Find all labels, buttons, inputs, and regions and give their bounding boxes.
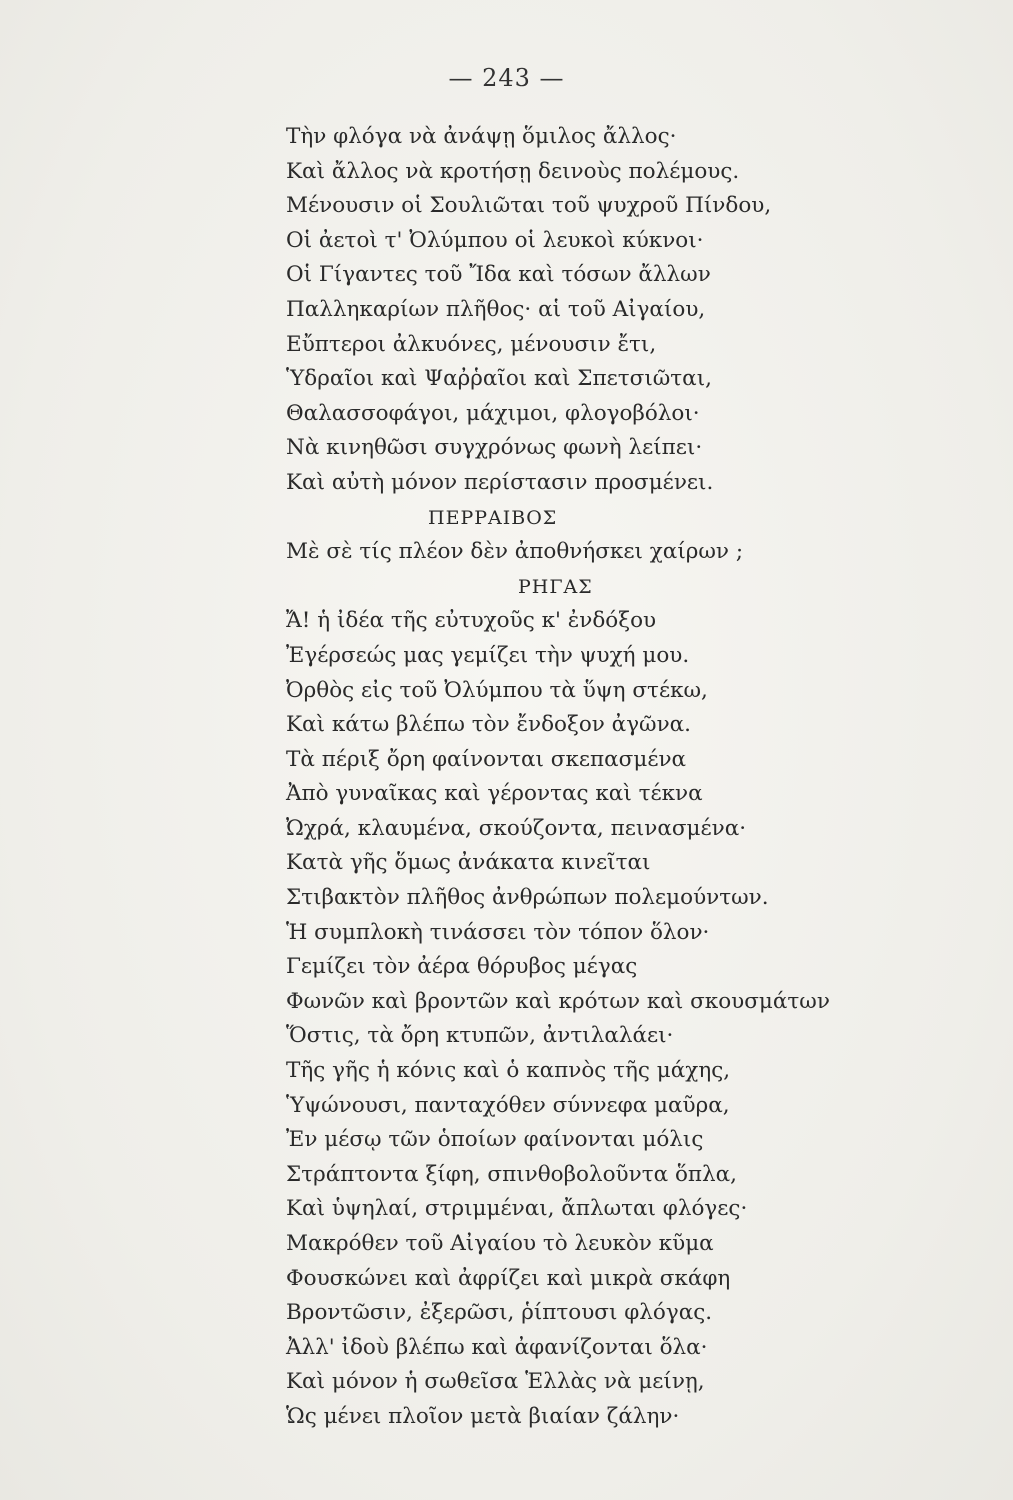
verse-line: Καὶ αὐτὴ μόνον περίστασιν προσμένει. — [286, 469, 714, 495]
verse-line: Παλληκαρίων πλῆθος· αἱ τοῦ Αἰγαίου, — [286, 296, 706, 322]
speaker-name-rigas: ΡΗΓΑΣ — [518, 575, 593, 598]
verse-line: Ἐν μέσῳ τῶν ὁποίων φαίνονται μόλις — [286, 1127, 704, 1153]
verse-line: Ἀπὸ γυναῖκας καὶ γέροντας καὶ τέκνα — [286, 781, 703, 807]
verse-line: Τὰ πέριξ ὄρη φαίνονται σκεπασμένα — [286, 746, 687, 772]
verse-line: Φωνῶν καὶ βροντῶν καὶ κρότων καὶ σκουσμάτων — [286, 988, 830, 1014]
verse-line: Ἡ συμπλοκὴ τινάσσει τὸν τόπον ὅλον· — [286, 919, 710, 945]
verse-line: Καὶ ὑψηλαί, στριμμέναι, ἄπλωται φλόγες· — [286, 1196, 748, 1222]
verse-line: Γεμίζει τὸν ἀέρα θόρυβος μέγας — [286, 954, 638, 980]
poem-text-block — [286, 120, 846, 1435]
verse-line: Κατὰ γῆς ὅμως ἀνάκατα κινεῖται — [286, 850, 651, 876]
verse-line: Ὀρθὸς εἰς τοῦ Ὀλύμπου τὰ ὕψη στέκω, — [286, 677, 708, 703]
verse-line: Οἱ Γίγαντες τοῦ Ἴδα καὶ τόσων ἄλλων — [286, 262, 711, 288]
verse-line: Στιβακτὸν πλῆθος ἀνθρώπων πολεμούντων. — [286, 885, 769, 911]
verse-line: Εὔπτεροι ἀλκυόνες, μένουσιν ἔτι, — [286, 331, 657, 357]
verse-line: Μὲ σὲ τίς πλέον δὲν ἀποθνήσκει χαίρων ; — [286, 539, 744, 565]
verse-line: Βροντῶσιν, ἐξερῶσι, ῥίπτουσι φλόγας. — [286, 1300, 713, 1326]
verse-line: Καὶ ἄλλος νὰ κροτήσῃ δεινοὺς πολέμους. — [286, 158, 740, 184]
verse-line: Ὡς μένει πλοῖον μετὰ βιαίαν ζάλην· — [286, 1403, 680, 1429]
page-number: — 243 — — [448, 64, 565, 92]
verse-line: Μακρόθεν τοῦ Αἰγαίου τὸ λευκὸν κῦμα — [286, 1231, 714, 1256]
verse-line: Φουσκώνει καὶ ἀφρίζει καὶ μικρὰ σκάφη — [286, 1265, 731, 1291]
verse-line: Τῆς γῆς ἡ κόνις καὶ ὁ καπνὸς τῆς μάχης, — [286, 1058, 731, 1084]
verse-line: Μένουσιν οἱ Σουλιῶται τοῦ ψυχροῦ Πίνδου, — [286, 193, 772, 219]
verse-line: Καὶ κάτω βλέπω τὸν ἔνδοξον ἀγῶνα. — [286, 712, 692, 738]
verse-line: Στράπτοντα ξίφη, σπινθοβολοῦντα ὅπλα, — [286, 1161, 737, 1187]
verse-line: Ἄ! ἡ ἰδέα τῆς εὐτυχοῦς κ' ἐνδόξου — [286, 608, 657, 634]
verse-line: Ἐγέρσεώς μας γεμίζει τὴν ψυχή μου. — [286, 642, 690, 668]
verse-line: Θαλασσοφάγοι, μάχιμοι, φλογοβόλοι· — [286, 400, 700, 426]
verse-line: Ὑψώνουσι, πανταχόθεν σύννεφα μαῦρα, — [286, 1092, 730, 1118]
verse-line: Ὅστις, τὰ ὄρη κτυπῶν, ἀντιλαλάει· — [286, 1023, 674, 1049]
speaker-name-perraivos: ΠΕΡΡΑΙΒΟΣ — [428, 506, 558, 529]
verse-line: Καὶ μόνον ἡ σωθεῖσα Ἑλλὰς νὰ μείνῃ, — [286, 1369, 705, 1395]
verse-line: Νὰ κινηθῶσι συγχρόνως φωνὴ λείπει· — [286, 435, 703, 461]
verse-line: Ὠχρά, κλαυμένα, σκούζοντα, πεινασμένα· — [286, 815, 747, 841]
verse-line: Ἀλλ' ἰδοὺ βλέπω καὶ ἀφανίζονται ὅλα· — [286, 1334, 708, 1360]
verse-line: Ὑδραῖοι καὶ Ψαῤῥαῖοι καὶ Σπετσιῶται, — [286, 366, 712, 392]
verse-line: Τὴν φλόγα νὰ ἀνάψῃ ὅμιλος ἄλλος· — [286, 124, 677, 149]
verse-line: Οἱ ἀετοὶ τ' Ὀλύμπου οἱ λευκοὶ κύκνοι· — [286, 227, 704, 253]
